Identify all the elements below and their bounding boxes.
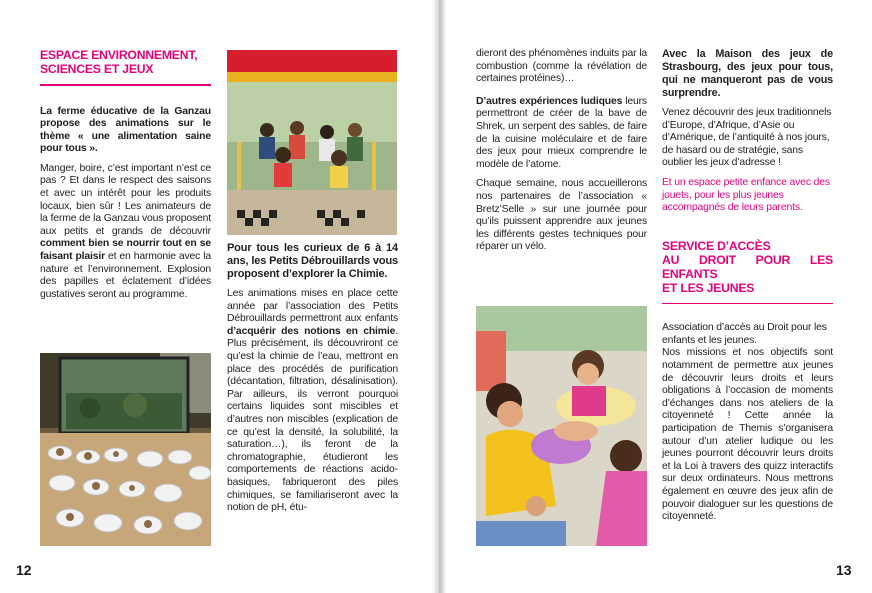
page-number-left: 12 (16, 562, 32, 578)
body-paragraph (40, 163, 211, 302)
games-paragraph: Venez découvrir des jeux traditionnels d’Europe, d’Afrique, d’Asie ou d’Amérique, de l’antiquité à nos jours, de hasard ou de stratégie, sans oublier les jeux d’adresse ! (662, 107, 832, 169)
heading-line: ESPACE ENVIRONNEMENT, (40, 48, 198, 62)
chemistry-intro: Pour tous les curieux de 6 à 14 ans, les Petits Débrouillards vous proposent d’explorer la Chimie. (227, 242, 398, 280)
text-run: et en harmonie avec la nature et l’environnement. Explosion des papilles et éclatement d’idées gustatives seront au programme. (40, 251, 211, 300)
section-heading-law-access (662, 239, 833, 295)
heading-line: AU DROIT POUR LES ENFANTS (662, 252, 833, 281)
nature-table-photo (40, 353, 211, 546)
heading-rule (40, 84, 211, 86)
text-run: Manger, boire, c’est important n’est ce pas ? Et dans le respect des saisons et avec un intérêt pour les produits locaux, bien sûr ! Les animateurs de la ferme de la Ganzau vous proposent aux petits et grands de découvrir (40, 162, 211, 237)
left-column-2 (227, 242, 398, 522)
text-run-bold: comment bien se nourrir tout en se faisant plaisir (40, 238, 211, 263)
left-column-1 (40, 48, 211, 308)
early-childhood-note: Et un espace petite enfance avec des jouets, pour les plus jeunes accompagnés de leurs parents. (662, 176, 830, 214)
text-run-bold: d’acquérir des notions en chimie (227, 325, 396, 337)
heading-rule (662, 303, 833, 305)
children-playing-image (476, 306, 647, 546)
heading-line: SCIENCES ET JEUX (40, 62, 154, 76)
missions-paragraph: Nos missions et nos objectifs sont notamment de permettre aux jeunes de découvrir leurs droits et leurs obligations à l’occasion de moments d’échanges dans nos ateliers de la citoyenneté ! Cette année la participation de Themis s’organisera autour d’un atelier ludique ou les jeunes pourront découvrir leurs droits et la Loi à travers des quizz interactifs sur deux ordinateurs. Nous mettrons également en œuvre des jeux afin de pouvoir dialoguer sur les questions de citoyenneté. (662, 347, 833, 523)
heading-line: SERVICE D’ACCÈS (662, 238, 771, 253)
right-column-2 (662, 48, 833, 531)
page-number-right: 13 (836, 562, 852, 578)
heading-line: ET LES JEUNES (662, 280, 755, 295)
section-heading-environment (40, 48, 211, 76)
children-playing-photo (476, 306, 647, 546)
bike-paragraph: Chaque semaine, nous accueillerons nos partenaires de l’association « Bretz’Selle » sur une journée pour qu’ils puissent apprendre aux jeunes les différents gestes techniques pour réparer un vélo. (476, 178, 647, 253)
right-column-1 (476, 48, 647, 261)
continued-paragraph: dieront des phénomènes induits par la combustion (comme la révélation de certaines protéines)… (476, 48, 647, 85)
fair-crowd-photo (227, 50, 397, 235)
games-intro: Avec la Maison des jeux de Strasbourg, des jeux pour tous, qui ne manqueront pas de vous surprendre. (662, 48, 833, 99)
experiments-paragraph (476, 96, 647, 172)
intro-paragraph: La ferme éducative de la Ganzau propose des animations sur le thème « une alimentation saine pour tous ». (40, 105, 211, 155)
page-gutter (432, 0, 446, 593)
text-run: . Plus précisément, ils découvriront ce qu’est la chimie de l’eau, mettront en place des procédés de purification (décantation, filtration, désalinisation). Par ailleurs, ils verront pourquoi certains liquides sont miscibles et d’autres non miscibles (explication de ce qu’est la densité, la solubilité, la saturation…), ils feront de la chromatographie, étudieront les comportements de réactions acido-basiques, fabriqueront des piles chimiques, se familiariseront avec la notion de pH, étu- (227, 325, 398, 514)
text-run-bold: D’autres expériences ludiques (476, 95, 623, 107)
nature-table-image (40, 353, 211, 546)
text-run: leurs permettront de créer de la bave de Shrek, un serpent des sables, de faire de la cuisine moléculaire et de faire des jeux pour mieux comprendre le modèle de l’atome. (476, 95, 647, 170)
fair-crowd-image (227, 50, 397, 235)
association-line: Association d’accès au Droit pour les enfants et les jeunes. (662, 322, 827, 346)
chemistry-paragraph (227, 288, 398, 515)
text-run: Les animations mises en place cette année par l’association des Petits Débrouillards permettront aux enfants (227, 288, 398, 325)
